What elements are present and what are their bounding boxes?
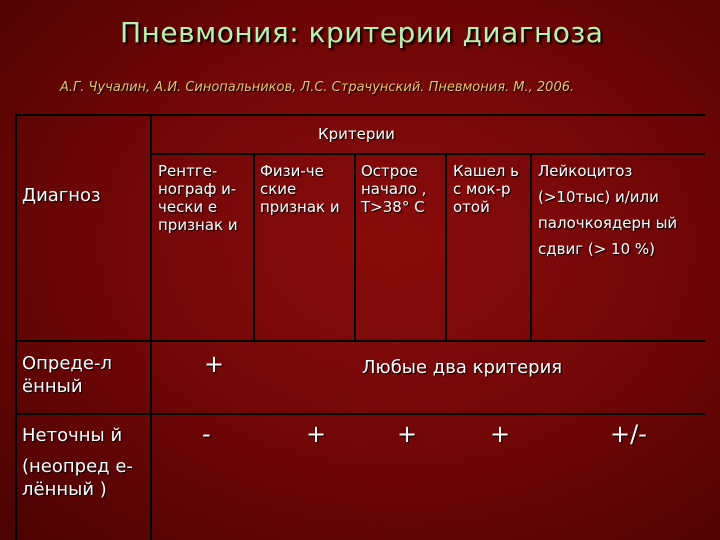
col-onset-line2: Т>38° С xyxy=(361,198,425,216)
col-leuko-line3: палочкоядерн ый xyxy=(538,214,678,232)
row-uncertain-label-line2: (неопред е-лённый ) xyxy=(22,456,133,500)
row-uncertain-xray: - xyxy=(202,420,211,448)
table-line-col4 xyxy=(445,153,447,342)
col-cough-header xyxy=(453,162,529,216)
row-definite-xray: + xyxy=(204,350,225,378)
row-uncertain-label xyxy=(22,424,148,501)
col-xray-header xyxy=(158,162,252,234)
row-definite-rest: Любые два критерия xyxy=(362,357,563,378)
row-uncertain-onset: + xyxy=(397,420,418,448)
table-line-col5 xyxy=(530,153,532,342)
reference-citation: А.Г. Чучалин, А.И. Синопальников, Л.С. Страчунский. Пневмония. М., 2006. xyxy=(60,80,575,95)
col-leuko-line1: Лейкоцитоз xyxy=(538,162,633,180)
table-border-top xyxy=(15,114,705,116)
table-line-col2 xyxy=(253,153,255,342)
col-xray-text: Рентге-нограф и-чески е признак и xyxy=(158,162,238,234)
row-uncertain-label-line1: Неточны й xyxy=(22,425,123,446)
col-onset-header xyxy=(361,162,443,216)
table-line-criteria-bottom xyxy=(151,153,705,155)
row-uncertain-leuko: +/- xyxy=(610,420,647,448)
table-line-header-bottom xyxy=(15,340,705,342)
col-leuko-line2: (>10тыс) и/или xyxy=(538,188,659,206)
table-line-row1-bottom xyxy=(15,413,705,415)
col-leuko-line4: сдвиг (> 10 %) xyxy=(538,240,656,258)
table-line-col1 xyxy=(150,114,152,540)
col-cough-line1: Кашел ь xyxy=(453,162,519,180)
row-uncertain-cough: + xyxy=(490,420,511,448)
col-physical-text: Физи-че ские признак и xyxy=(260,162,340,216)
col-physical-header xyxy=(260,162,354,216)
diagnosis-header: Диагноз xyxy=(22,185,101,206)
criteria-header: Критерии xyxy=(318,125,395,143)
col-cough-line2: с мок-р отой xyxy=(453,180,511,216)
row-uncertain-physical: + xyxy=(306,420,327,448)
col-leuko-header xyxy=(538,162,700,258)
row-definite-label: Опреде-л ённый xyxy=(22,353,112,397)
slide-title: Пневмония: критерии диагноза xyxy=(120,16,604,49)
col-onset-line1: Острое начало , xyxy=(361,162,427,198)
table-line-col3 xyxy=(354,153,356,342)
table-border-left xyxy=(15,114,17,540)
